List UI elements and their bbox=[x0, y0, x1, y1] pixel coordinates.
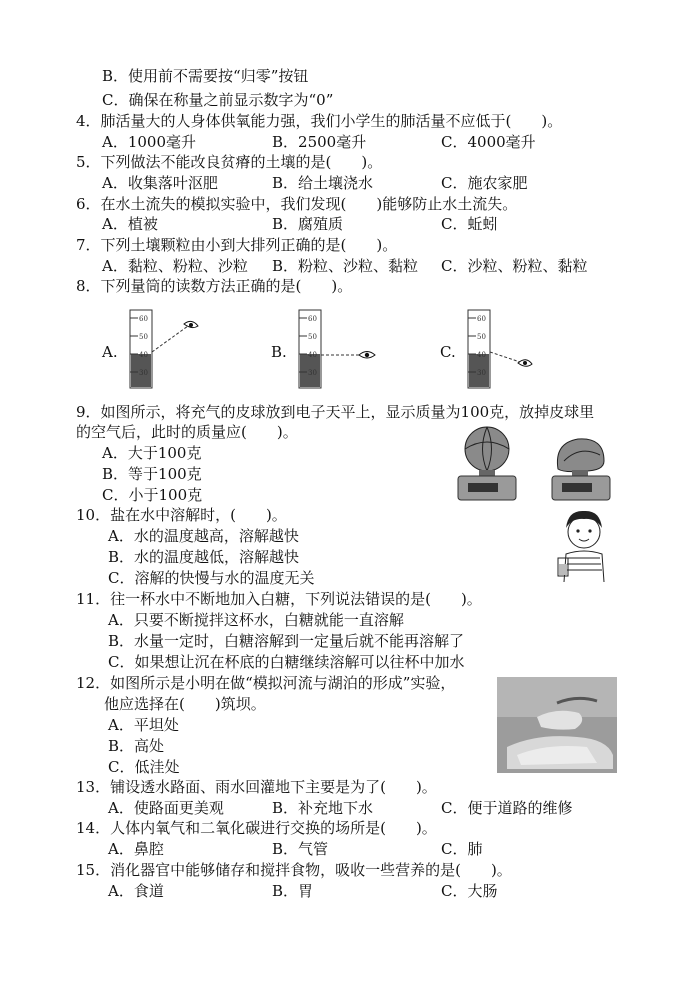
q13-option-a: A．使路面更美观 bbox=[108, 799, 224, 817]
q10-option-c: C．溶解的快慢与水的温度无关 bbox=[108, 569, 315, 587]
question-10-stem: 10．盐在水中溶解时，( )。 bbox=[76, 506, 287, 524]
q10-option-a: A．水的温度越高，溶解越快 bbox=[108, 527, 299, 545]
tick-label: 60 bbox=[477, 315, 486, 323]
tick-label: 60 bbox=[308, 315, 317, 323]
question-12-stem-cont: 他应选择在( )筑坝。 bbox=[104, 695, 266, 713]
question-5-stem: 5．下列做法不能改良贫瘠的土壤的是( )。 bbox=[76, 153, 383, 171]
question-12-stem: 12．如图所示是小明在做“模拟河流与湖泊的形成”实验， bbox=[76, 674, 456, 692]
tick-label: 50 bbox=[139, 333, 148, 341]
q15-option-a: A．食道 bbox=[108, 882, 164, 900]
tick-label: 30 bbox=[139, 369, 148, 377]
q7-option-c: C．沙粒、粉粒、黏粒 bbox=[441, 257, 588, 275]
q5-option-b: B．给土壤浇水 bbox=[272, 174, 374, 192]
question-9-stem-cont: 的空气后，此时的质量应( )。 bbox=[76, 423, 298, 441]
tick-label: 40 bbox=[308, 351, 317, 359]
q11-option-b: B．水量一定时，白糖溶解到一定量后就不能再溶解了 bbox=[108, 632, 465, 650]
tick-label: 40 bbox=[477, 351, 486, 359]
q8-option-c-label: C. bbox=[440, 343, 456, 361]
question-9-stem: 9．如图所示，将充气的皮球放到电子天平上，显示质量为100克，放掉皮球里 bbox=[76, 403, 595, 421]
tick-label: 50 bbox=[477, 333, 486, 341]
river-lake-experiment-photo bbox=[497, 677, 617, 773]
tick-label: 50 bbox=[308, 333, 317, 341]
q15-option-b: B．胃 bbox=[272, 882, 314, 900]
q7-option-a: A．黏粒、粉粒、沙粒 bbox=[102, 257, 248, 275]
q6-option-c: C．蚯蚓 bbox=[441, 215, 498, 233]
q6-option-a: A．植被 bbox=[102, 215, 158, 233]
question-14-stem: 14．人体内氧气和二氧化碳进行交换的场所是( )。 bbox=[76, 819, 437, 837]
q9-option-a: A．大于100克 bbox=[102, 444, 202, 462]
q11-option-c: C．如果想让沉在杯底的白糖继续溶解可以往杯中加水 bbox=[108, 653, 465, 671]
q14-option-c: C．肺 bbox=[441, 840, 483, 858]
measuring-cylinder-c bbox=[466, 308, 556, 390]
q5-option-c: C．施农家肥 bbox=[441, 174, 528, 192]
q11-option-a: A．只要不断搅拌这杯水，白糖就能一直溶解 bbox=[108, 611, 404, 629]
ball-on-scale-figure bbox=[454, 425, 624, 505]
q12-option-a: A．平坦处 bbox=[108, 716, 179, 734]
q9-option-b: B．等于100克 bbox=[102, 465, 202, 483]
question-8-stem: 8．下列量筒的读数方法正确的是( )。 bbox=[76, 277, 353, 295]
question-4-stem: 4．肺活量大的人身体供氧能力强，我们小学生的肺活量不应低于( )。 bbox=[76, 112, 563, 130]
question-15-stem: 15．消化器官中能够储存和搅拌食物，吸收一些营养的是( )。 bbox=[76, 861, 512, 879]
q7-option-b: B．粉粒、沙粒、黏粒 bbox=[272, 257, 419, 275]
option-line: B．使用前不需要按“归零”按钮 bbox=[102, 67, 309, 85]
q8-option-a-label: A. bbox=[102, 343, 118, 361]
q6-option-b: B．腐殖质 bbox=[272, 215, 344, 233]
q12-option-b: B．高处 bbox=[108, 737, 165, 755]
q4-option-b: B．2500毫升 bbox=[272, 133, 367, 151]
boy-drinking-figure bbox=[556, 506, 612, 582]
question-13-stem: 13．铺设透水路面、雨水回灌地下主要是为了( )。 bbox=[76, 778, 437, 796]
q13-option-c: C．便于道路的维修 bbox=[441, 799, 573, 817]
tick-label: 30 bbox=[308, 369, 317, 377]
option-line: C．确保在称量之前显示数字为“0” bbox=[102, 91, 334, 109]
q13-option-b: B．补充地下水 bbox=[272, 799, 374, 817]
q8-option-b-label: B. bbox=[271, 343, 287, 361]
measuring-cylinder-a bbox=[128, 308, 208, 390]
q4-option-a: A．1000毫升 bbox=[102, 133, 197, 151]
question-7-stem: 7．下列土壤颗粒由小到大排列正确的是( )。 bbox=[76, 236, 398, 254]
q15-option-c: C．大肠 bbox=[441, 882, 498, 900]
q9-option-c: C．小于100克 bbox=[102, 486, 203, 504]
q4-option-c: C．4000毫升 bbox=[441, 133, 536, 151]
tick-label: 60 bbox=[139, 315, 148, 323]
q14-option-a: A．鼻腔 bbox=[108, 840, 164, 858]
q14-option-b: B．气管 bbox=[272, 840, 329, 858]
q5-option-a: A．收集落叶沤肥 bbox=[102, 174, 218, 192]
q12-option-c: C．低洼处 bbox=[108, 758, 180, 776]
question-11-stem: 11．往一杯水中不断地加入白糖，下列说法错误的是( )。 bbox=[76, 590, 482, 608]
question-6-stem: 6．在水土流失的模拟实验中，我们发现( )能够防止水土流失。 bbox=[76, 195, 518, 213]
tick-label: 30 bbox=[477, 369, 486, 377]
q10-option-b: B．水的温度越低，溶解越快 bbox=[108, 548, 300, 566]
measuring-cylinder-b bbox=[297, 308, 387, 390]
tick-label: 40 bbox=[139, 351, 148, 359]
